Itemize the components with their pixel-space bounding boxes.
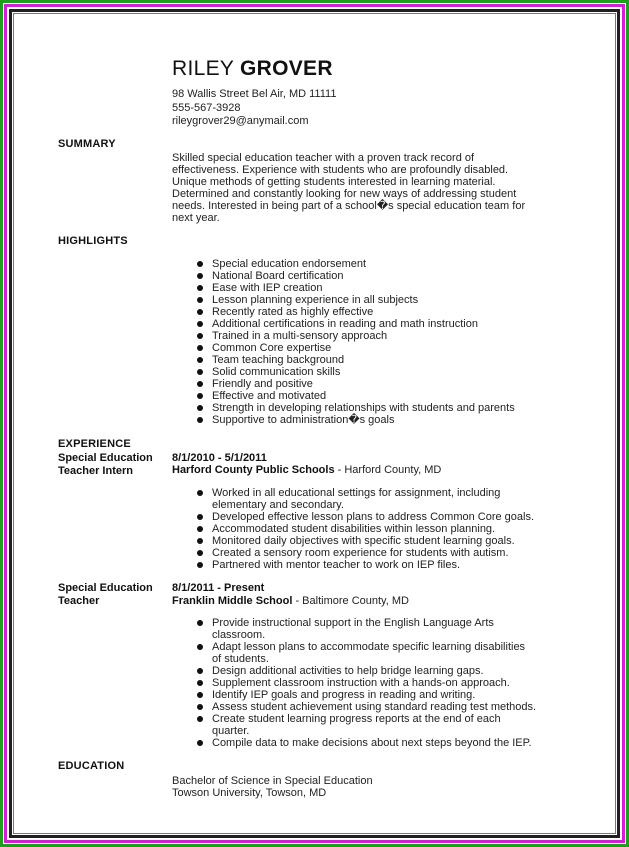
job-duty xyxy=(196,701,536,713)
degree: Bachelor of Science in Special Education xyxy=(172,775,373,787)
summary-line: needs. Interested in being part of a school�s special education team for xyxy=(172,200,526,212)
job-title-line: Teacher Intern xyxy=(58,465,133,477)
job-duty-line: quarter. xyxy=(212,725,250,737)
education-heading: EDUCATION xyxy=(58,760,125,772)
highlight-item: Common Core expertise xyxy=(196,342,515,354)
highlight-item: Trained in a multi-sensory approach xyxy=(196,330,515,342)
highlight-item: Effective and motivated xyxy=(196,390,515,402)
school: Towson University, Towson, MD xyxy=(172,787,327,799)
summary-line: Determined and constantly looking for new ways of addressing student xyxy=(172,188,517,200)
summary-line: effectiveness. Experience with students who are profoundly disabled. xyxy=(172,164,509,176)
candidate-name xyxy=(172,57,333,81)
job-title-line: Teacher xyxy=(58,595,100,607)
job-duty-line: Compile data to make decisions about next steps beyond the IEP. xyxy=(212,737,532,749)
job-duty xyxy=(196,689,536,701)
job-duties-list xyxy=(196,617,536,749)
highlight-item: Friendly and positive xyxy=(196,378,515,390)
job-duty xyxy=(196,737,536,749)
job-duty-line: classroom. xyxy=(212,629,266,641)
summary-line: Unique methods of getting students interested in learning material. xyxy=(172,176,496,188)
summary-heading: SUMMARY xyxy=(58,138,116,150)
highlight-item: National Board certification xyxy=(196,270,515,282)
phone: 555-567-3928 xyxy=(172,101,241,114)
job-duty xyxy=(196,665,536,677)
job-duty xyxy=(196,535,534,547)
job-duty xyxy=(196,617,536,641)
employer-location: - Baltimore County, MD xyxy=(292,595,409,607)
first-name: RILEY xyxy=(172,57,234,80)
highlights-heading: HIGHLIGHTS xyxy=(58,235,128,247)
last-name: GROVER xyxy=(239,57,333,80)
address: 98 Wallis Street Bel Air, MD 11111 xyxy=(172,88,337,100)
experience-heading: EXPERIENCE xyxy=(58,438,131,450)
job-duty-line: Provide instructional support in the English Language Arts xyxy=(212,617,494,629)
job-duty xyxy=(196,547,534,559)
employer-name: Franklin Middle School xyxy=(172,595,293,607)
highlight-item: Solid communication skills xyxy=(196,366,515,378)
job-duty-line: Monitored daily objectives with specific student learning goals. xyxy=(212,535,515,547)
highlights-list xyxy=(196,258,515,426)
employer-name: Harford County Public Schools xyxy=(172,464,335,476)
job-duty xyxy=(196,487,534,511)
contact-info xyxy=(172,88,336,129)
job-duty-line: Create student learning progress reports at the end of each xyxy=(212,713,501,725)
job-title-line: Special Education xyxy=(58,452,153,464)
job-duty xyxy=(196,559,534,571)
job-duty-line: Supplement classroom instruction with a hands-on approach. xyxy=(212,677,510,689)
summary-line: Skilled special education teacher with a proven track record of xyxy=(172,152,475,164)
job-duty-line: Identify IEP goals and progress in reading and writing. xyxy=(212,689,476,701)
job-duty-line: Created a sensory room experience for students with autism. xyxy=(212,547,509,559)
highlight-item: Strength in developing relationships with students and parents xyxy=(196,402,515,414)
job-duty-line: Adapt lesson plans to accommodate specific learning disabilities xyxy=(212,641,526,653)
job-duty-line: Developed effective lesson plans to address Common Core goals. xyxy=(212,511,535,523)
job-duty xyxy=(196,641,536,665)
job-duty xyxy=(196,677,536,689)
job-duty-line: Accommodated student disabilities within lesson planning. xyxy=(212,523,496,535)
highlight-item: Recently rated as highly effective xyxy=(196,306,515,318)
employer-location: - Harford County, MD xyxy=(334,464,442,476)
job-duty xyxy=(196,713,536,737)
job-employer xyxy=(172,595,409,607)
job-duty-line: Assess student achievement using standard reading test methods. xyxy=(212,701,537,713)
job-dates: 8/1/2011 - Present xyxy=(172,582,265,594)
job-duty xyxy=(196,511,534,523)
highlight-item: Additional certifications in reading and math instruction xyxy=(196,318,515,330)
highlight-item: Ease with IEP creation xyxy=(196,282,515,294)
job-duty-line: of students. xyxy=(212,653,269,665)
job-duties-list xyxy=(196,487,534,571)
highlight-item: Team teaching background xyxy=(196,354,515,366)
job-duty-line: Design additional activities to help bridge learning gaps. xyxy=(212,665,484,677)
job-duty xyxy=(196,523,534,535)
job-title-line: Special Education xyxy=(58,582,153,594)
highlight-item: Lesson planning experience in all subjects xyxy=(196,294,515,306)
highlight-item: Supportive to administration�s goals xyxy=(196,414,515,426)
job-dates: 8/1/2010 - 5/1/2011 xyxy=(172,452,267,464)
highlight-item: Special education endorsement xyxy=(196,258,515,270)
job-title xyxy=(58,452,168,478)
summary-line: next year. xyxy=(172,212,220,224)
education-details xyxy=(172,775,373,799)
job-duty-line: elementary and secondary. xyxy=(212,499,344,511)
email: rileygrover29@anymail.com xyxy=(172,115,309,127)
job-duty-line: Worked in all educational settings for assignment, including xyxy=(212,487,501,499)
job-employer xyxy=(172,464,441,476)
summary-text xyxy=(172,152,582,224)
job-duty-line: Partnered with mentor teacher to work on IEP files. xyxy=(212,559,461,571)
job-title xyxy=(58,582,168,608)
